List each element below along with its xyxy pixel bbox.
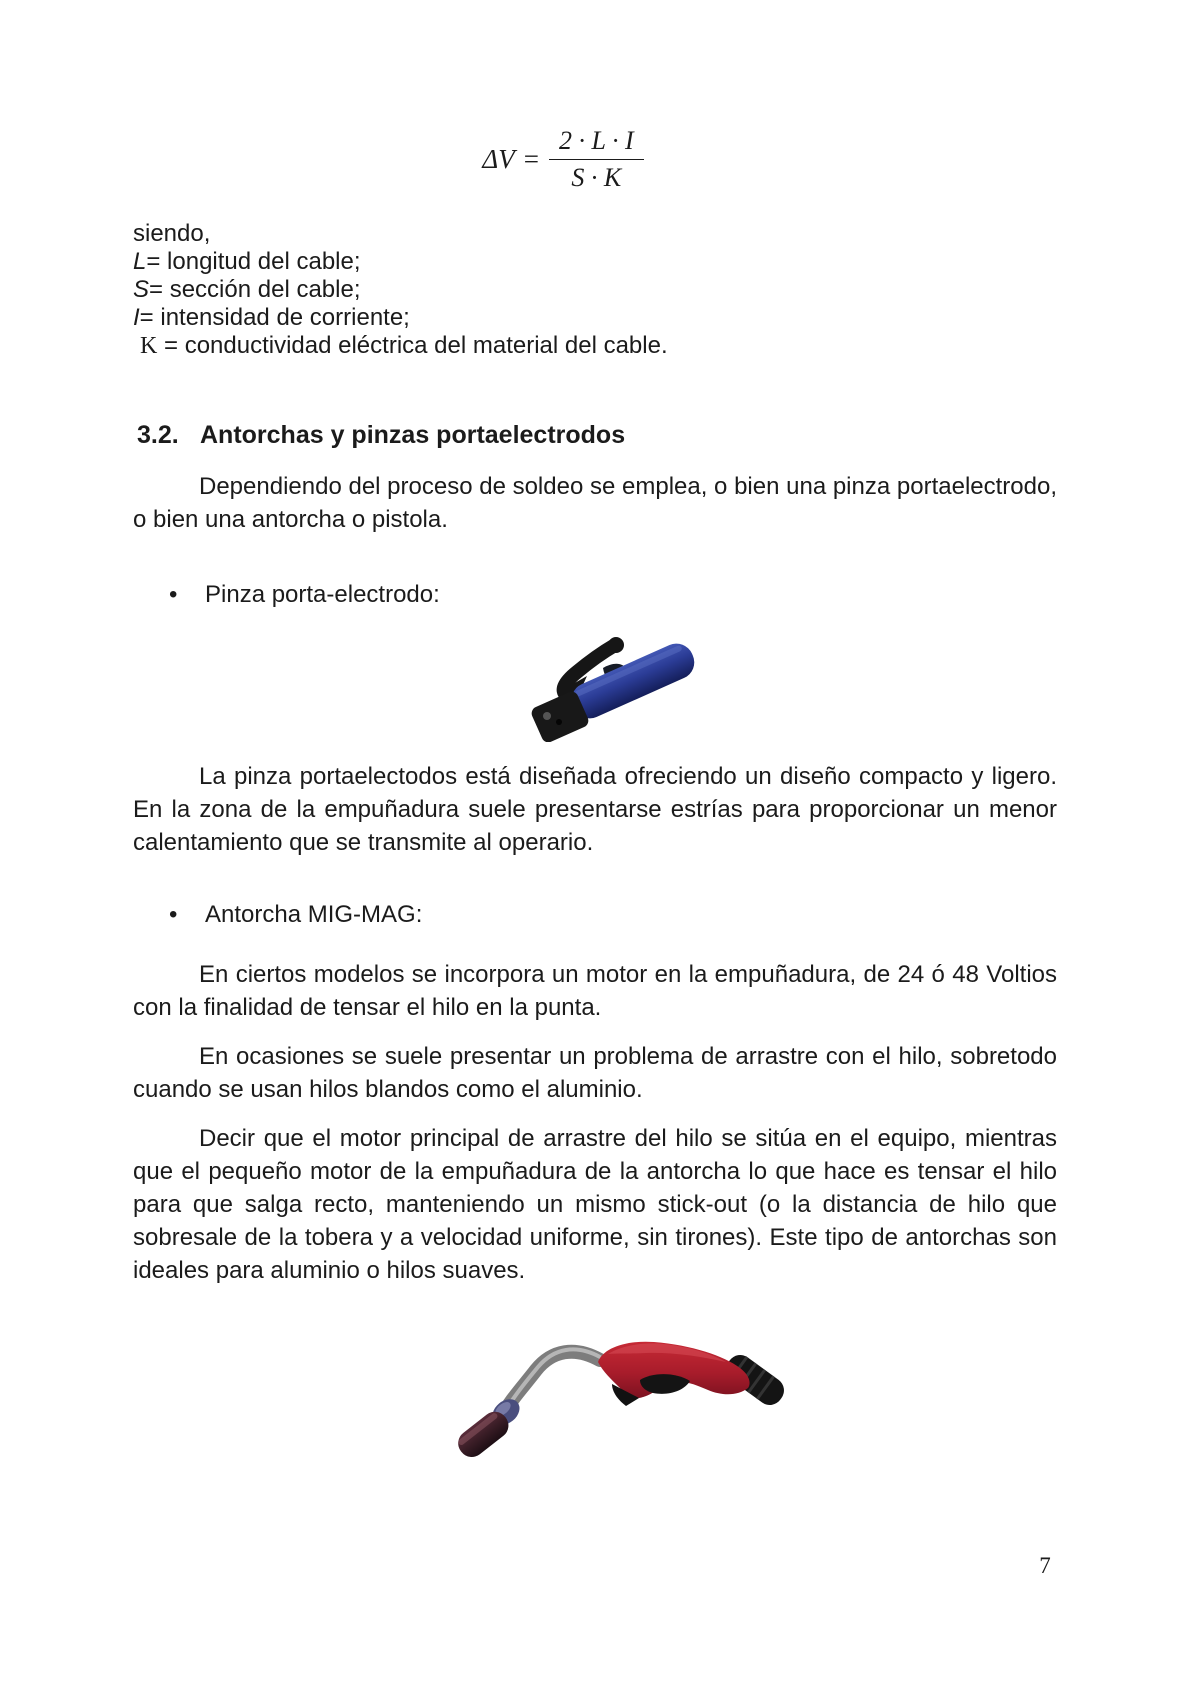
bullet-label: Pinza porta-electrodo: bbox=[205, 581, 440, 608]
paragraph-antorcha-3: Decir que el motor principal de arrastre del hilo se sitúa en el equipo, mientras que el pequeño motor de la empuñadura de la antorcha lo que hace es tensar el hilo para que salga recto, manteniendo un mismo stick-out (o la distancia de hilo que sobresale de la tobera y a velocidad uniforme, sin tirones). Este tipo de antorchas son ideales para aluminio o hilos suaves. bbox=[133, 1125, 1057, 1284]
definition-line bbox=[133, 332, 1057, 360]
bullet-dot-icon: • bbox=[169, 581, 178, 608]
definition-line bbox=[133, 276, 1057, 304]
bullet-item-antorcha bbox=[133, 898, 1057, 931]
definition-line bbox=[133, 304, 1057, 332]
paragraph-antorcha-1: En ciertos modelos se incorpora un motor en la empuñadura, de 24 ó 48 Voltios con la finalidad de tensar el hilo en la punta. bbox=[133, 961, 1057, 1021]
bullet-label: Antorcha MIG-MAG: bbox=[205, 901, 423, 928]
definition-text: = longitud del cable; bbox=[146, 248, 361, 275]
definitions-block bbox=[133, 220, 1057, 360]
section-number: 3.2. bbox=[137, 421, 179, 449]
definition-symbol: L bbox=[133, 248, 147, 275]
antorcha-mig-photo bbox=[440, 1328, 790, 1473]
formula-numerator: 2 · L · I bbox=[558, 126, 634, 155]
page-number: 7 bbox=[1039, 1553, 1051, 1578]
definition-line bbox=[133, 248, 1057, 276]
paragraph-pinza-desc: La pinza portaelectodos está diseñada ofreciendo un diseño compacto y ligero. En la zona de la empuñadura suele presentarse estrías para proporcionar un menor calentamiento que se transmite al operario. bbox=[133, 763, 1057, 856]
definition-symbol: K bbox=[140, 333, 158, 359]
definition-symbol: S bbox=[133, 276, 150, 303]
formula-variable: ΔV bbox=[482, 143, 515, 174]
paragraph-intro: Dependiendo del proceso de soldeo se emplea, o bien una pinza portaelectrodo, o bien una antorcha o pistola. bbox=[133, 473, 1057, 533]
definition-symbol: I bbox=[133, 304, 140, 331]
bullet-dot-icon: • bbox=[169, 901, 178, 928]
paragraph-antorcha-2: En ocasiones se suele presentar un problema de arrastre con el hilo, sobretodo cuando se usan hilos blandos como el aluminio. bbox=[133, 1043, 1057, 1103]
formula-lhs bbox=[482, 144, 539, 175]
definitions-intro: siendo, bbox=[133, 220, 211, 247]
definition-text: = sección del cable; bbox=[149, 276, 361, 303]
formula-fraction bbox=[549, 126, 644, 193]
section-title: Antorchas y pinzas portaelectrodos bbox=[200, 421, 626, 449]
pinza-portaelectrodo-photo bbox=[515, 612, 710, 742]
formula-delta-v bbox=[101, 126, 1025, 193]
section-heading bbox=[137, 421, 1057, 450]
bullet-item-pinza bbox=[133, 578, 1057, 611]
formula-equals: = bbox=[523, 143, 539, 174]
definition-text: = conductividad eléctrica del material del cable. bbox=[157, 332, 668, 359]
formula-denominator: S · K bbox=[549, 159, 644, 193]
definition-text: = intensidad de corriente; bbox=[139, 304, 410, 331]
